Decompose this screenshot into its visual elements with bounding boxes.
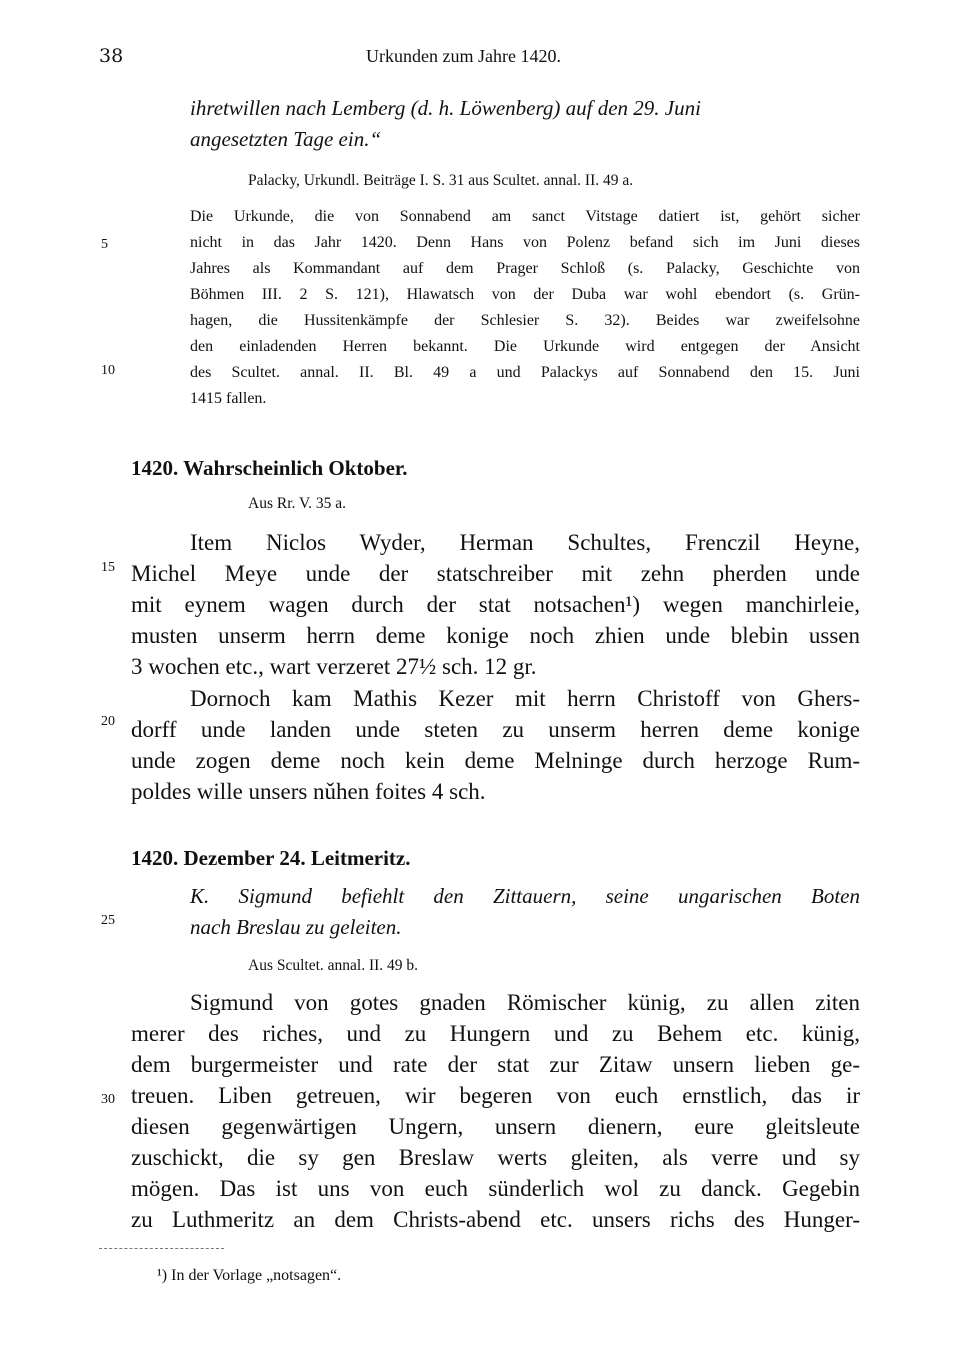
regest-line: nach Breslau zu geleiten. xyxy=(190,915,402,939)
note-line: des Scultet. annal. II. Bl. 49 a und Palackys auf Sonnabend den 15. Juni xyxy=(190,364,860,381)
source-reference: Aus Rr. V. 35 a. xyxy=(248,495,347,512)
line-number: 5 xyxy=(101,237,108,252)
note-line: 1415 fallen. xyxy=(190,390,267,407)
note-line: hagen, die Hussitenkämpfe der Schlesier S. 32). Beides war zweifelsohne xyxy=(190,312,860,329)
entry-heading: 1420. Wahrscheinlich Oktober. xyxy=(131,456,408,480)
text-line: zu Luthmeritz an dem Christs-abend etc. unsers richs des Hunger- xyxy=(131,1207,860,1232)
text-line: 3 wochen etc., wart verzeret 27½ sch. 12 gr. xyxy=(131,654,537,679)
entry-heading: 1420. Dezember 24. Leitmeritz. xyxy=(131,846,411,870)
note-line: Jahres als Kommandant auf dem Prager Schloß (s. Palacky, Geschichte von xyxy=(190,260,860,277)
note-line: Die Urkunde, die von Sonnabend am sanct Vitstage datiert ist, gehört sicher xyxy=(190,208,860,225)
text-line: musten unserm herrn deme konige noch zhien unde blebin ussen xyxy=(131,623,860,648)
regest-line: K. Sigmund befiehlt den Zittauern, seine ungarischen Boten xyxy=(190,884,860,908)
line-number: 20 xyxy=(101,714,115,729)
regest-line: ihretwillen nach Lemberg (d. h. Löwenberg) auf den 29. Juni xyxy=(190,96,701,120)
text-line: mögen. Das ist uns von euch sünderlich wol zu danck. Gegebin xyxy=(131,1176,860,1201)
regest-line: angesetzten Tage ein.“ xyxy=(190,127,382,151)
text-line: dem burgermeister und rate der stat zur Zitaw unsern lieben ge- xyxy=(131,1052,860,1077)
note-line: Böhmen III. 2 S. 121), Hlawatsch von der Duba war wohl ebendort (s. Grün- xyxy=(190,286,860,303)
text-line: poldes wille unsers nǔhen foites 4 sch. xyxy=(131,779,486,804)
line-number: 15 xyxy=(101,560,115,575)
text-line: Michel Meye unde der statschreiber mit zehn pherden unde xyxy=(131,561,860,586)
text-line: merer des riches, und zu Hungern und zu Behem etc. künig, xyxy=(131,1021,860,1046)
note-line: den einladenden Herren bekannt. Die Urkunde wird entgegen der Ansicht xyxy=(190,338,860,355)
text-line: zuschickt, die sy gen Breslaw werts gleiten, als verre und sy xyxy=(131,1145,860,1170)
text-line: Item Niclos Wyder, Herman Schultes, Frenczil Heyne, xyxy=(190,530,860,555)
text-line: treuen. Liben getreuen, wir begeren von euch ernstlich, das ir xyxy=(131,1083,860,1108)
footnote: ¹) In der Vorlage „notsagen“. xyxy=(157,1267,342,1284)
text-line: dorff unde landen unde steten zu unserm herren deme konige xyxy=(131,717,860,742)
note-line: nicht in das Jahr 1420. Denn Hans von Polenz befand sich im Juni dieses xyxy=(190,234,860,251)
running-title: Urkunden zum Jahre 1420. xyxy=(366,46,561,66)
text-line: Sigmund von gotes gnaden Römischer künig, zu allen ziten xyxy=(190,990,860,1015)
text-line: diesen gegenwärtigen Ungern, unsern dienern, eure gleitsleute xyxy=(131,1114,860,1139)
text-line: unde zogen deme noch kein deme Melninge durch herzoge Rum- xyxy=(131,748,860,773)
page-number: 38 xyxy=(99,45,124,67)
line-number: 30 xyxy=(101,1092,115,1107)
line-number: 10 xyxy=(101,363,115,378)
source-reference: Palacky, Urkundl. Beiträge I. S. 31 aus Scultet. annal. II. 49 a. xyxy=(248,172,634,189)
text-line: mit eynem wagen durch der stat notsachen¹) wegen manchirleie, xyxy=(131,592,860,617)
source-reference: Aus Scultet. annal. II. 49 b. xyxy=(248,957,419,974)
text-line: Dornoch kam Mathis Kezer mit herrn Christoff von Ghers- xyxy=(190,686,860,711)
line-number: 25 xyxy=(101,913,115,928)
footnote-rule xyxy=(99,1248,224,1249)
